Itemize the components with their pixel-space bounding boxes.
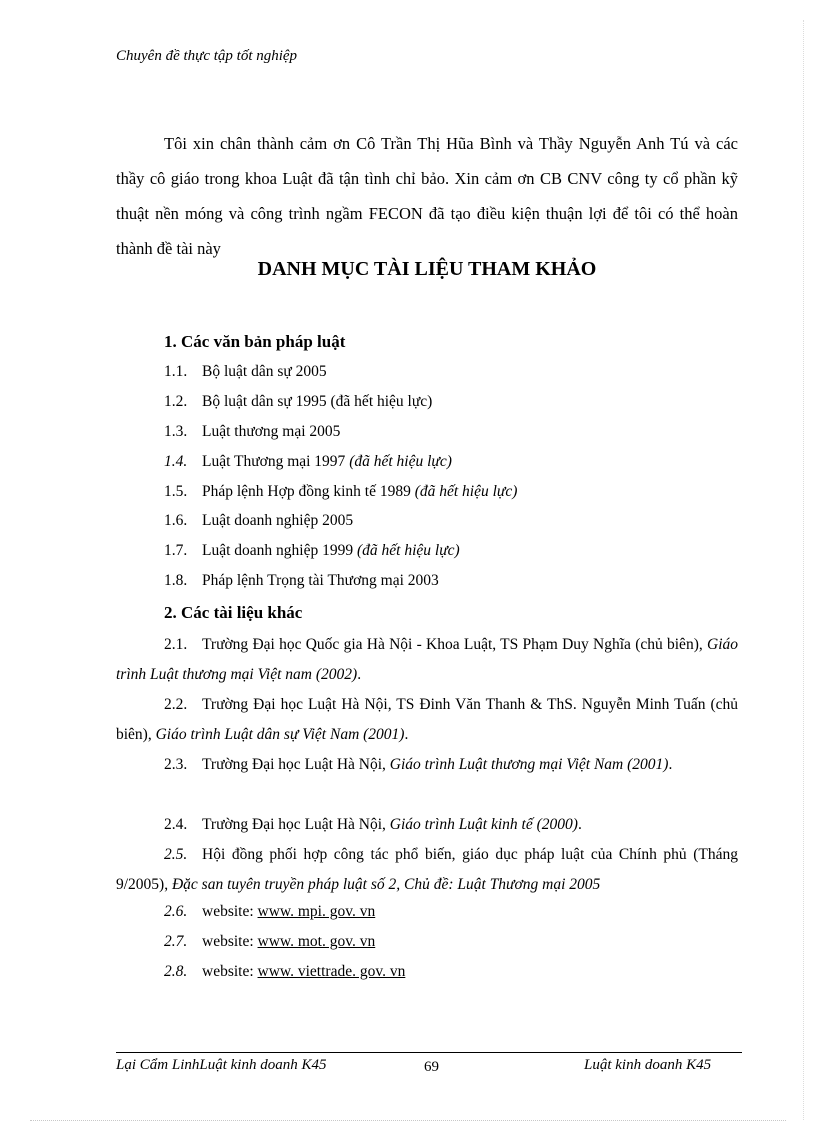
footer-divider [116, 1052, 742, 1053]
item-number: 1.5. [164, 483, 188, 500]
reference-item [116, 690, 738, 750]
ref-text: Trường Đại học Luật Hà Nội, TS Đinh Văn Thanh & ThS. Nguyễn Minh Tuấn (chủ biên), [116, 696, 738, 743]
section-2-heading: 2. Các tài liệu khác [164, 603, 303, 622]
website-label: website: [202, 933, 258, 950]
ref-number: 2.3. [164, 756, 188, 773]
list-item [164, 572, 439, 590]
page-number: 69 [424, 1059, 439, 1075]
ref-number: 2.8. [164, 963, 188, 980]
website-label: website: [202, 903, 258, 920]
list-item [164, 393, 432, 411]
page-header: Chuyên đề thực tập tốt nghiệp [116, 48, 298, 64]
ref-text: Trường Đại học Luật Hà Nội, [202, 756, 390, 773]
reference-item [116, 810, 738, 840]
item-number: 1.8. [164, 572, 188, 589]
acknowledgement-text: Tôi xin chân thành cảm ơn Cô Trần Thị Hũa Bình và Thầy Nguyễn Anh Tú và các thầy cô giáo trong khoa Luật đã tận tình chỉ bảo. Xin cảm ơn CB CNV công ty cổ phần kỹ thuật nền móng và công trình ngầm FECON đã tạo điều kiện thuận lợi để tôi có thể hoàn thành đề tài này [116, 134, 738, 258]
reference-item [116, 750, 738, 780]
website-item [164, 963, 405, 981]
ref-title: Giáo trình Luật thương mại Việt nam (2002) [116, 636, 738, 683]
section-1-heading: 1. Các văn bản pháp luật [164, 332, 346, 351]
page-edge-dotted-line [803, 20, 804, 1120]
list-item [164, 542, 460, 560]
footer-right: Luật kinh doanh K45 [584, 1057, 712, 1073]
item-number: 1.2. [164, 393, 188, 410]
item-number: 1.7. [164, 542, 188, 559]
list-item [164, 423, 340, 441]
item-note: (đã hết hiệu lực) [356, 542, 460, 559]
item-text: Luật doanh nghiệp 2005 [202, 512, 354, 529]
item-text: Bộ luật dân sự 2005 [202, 363, 327, 380]
page-edge-dotted-line [30, 1120, 786, 1121]
reference-item [116, 840, 738, 900]
item-text: Pháp lệnh Hợp đồng kinh tế 1989 [202, 483, 415, 500]
list-item [164, 363, 327, 381]
ref-end: . [668, 756, 673, 773]
ref-title: Giáo trình Luật thương mại Việt Nam (2001) [389, 756, 669, 773]
website-item [164, 903, 375, 921]
acknowledgement-paragraph [116, 126, 738, 266]
reference-item [116, 630, 738, 690]
ref-number: 2.5. [164, 846, 188, 863]
ref-number: 2.1. [164, 636, 188, 653]
website-label: website: [202, 963, 258, 980]
ref-end: . [577, 816, 582, 833]
item-text: Bộ luật dân sự 1995 (đã hết hiệu lực) [202, 393, 433, 410]
ref-text: Hội đồng phối hợp công tác phổ biến, giáo dục pháp luật của Chính phủ (Tháng 9/2005), [116, 846, 738, 893]
item-text: Pháp lệnh Trọng tài Thương mại 2003 [202, 572, 439, 589]
item-number: 1.3. [164, 423, 188, 440]
list-item [164, 453, 452, 471]
item-text: Luật thương mại 2005 [202, 423, 341, 440]
ref-text: Trường Đại học Quốc gia Hà Nội - Khoa Luật, TS Phạm Duy Nghĩa (chủ biên), [202, 636, 707, 653]
item-note: (đã hết hiệu lực) [414, 483, 518, 500]
item-number: 1.6. [164, 512, 188, 529]
website-link[interactable]: www. viettrade. gov. vn [257, 963, 406, 980]
ref-end: . [357, 666, 362, 683]
website-link[interactable]: www. mpi. gov. vn [257, 903, 376, 920]
item-number: 1.4. [164, 453, 188, 470]
item-text: Luật doanh nghiệp 1999 [202, 542, 357, 559]
ref-number: 2.4. [164, 816, 188, 833]
ref-text: Trường Đại học Luật Hà Nội, [202, 816, 390, 833]
ref-number: 2.7. [164, 933, 188, 950]
item-number: 1.1. [164, 363, 188, 380]
footer-left: Lại Cẩm LinhLuật kinh doanh K45 [116, 1057, 327, 1073]
list-item [164, 512, 353, 530]
website-item [164, 933, 375, 951]
references-title: DANH MỤC TÀI LIỆU THAM KHẢO [257, 258, 597, 280]
ref-number: 2.2. [164, 696, 188, 713]
ref-title: Giáo trình Luật kinh tế (2000) [389, 816, 578, 833]
website-link[interactable]: www. mot. gov. vn [257, 933, 376, 950]
ref-end: . [404, 726, 409, 743]
ref-title: Đặc san tuyên truyền pháp luật số 2, Chủ đề: Luật Thương mại 2005 [171, 876, 601, 893]
item-text: Luật Thương mại 1997 [202, 453, 350, 470]
ref-title: Giáo trình Luật dân sự Việt Nam (2001) [155, 726, 405, 743]
list-item [164, 483, 517, 501]
ref-number: 2.6. [164, 903, 188, 920]
item-note: (đã hết hiệu lực) [349, 453, 452, 470]
